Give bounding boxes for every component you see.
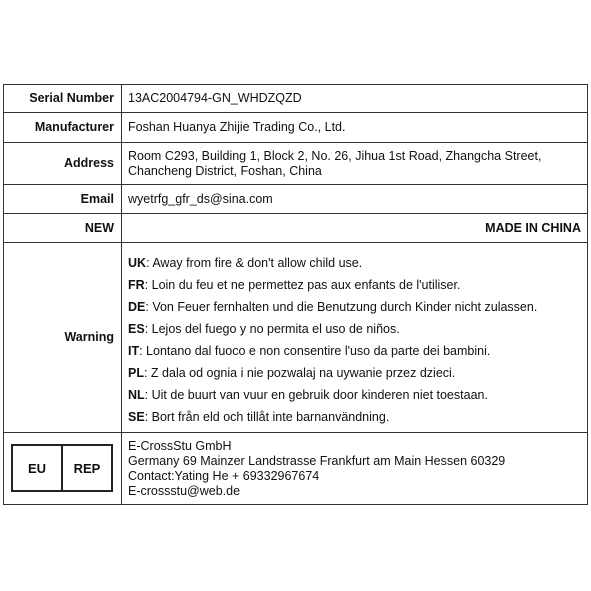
address-line-2: Chancheng District, Foshan, China: [128, 163, 322, 178]
address-label: Address: [4, 143, 122, 185]
eu-rep-company: E-CrossStu GmbH: [128, 438, 232, 453]
warning-text: : Von Feuer fernhalten und die Benutzung durch Kinder nicht zulassen.: [145, 299, 538, 314]
eu-badge-text: EU: [13, 446, 63, 490]
manufacturer-row: [4, 113, 588, 143]
eu-rep-address: Germany 69 Mainzer Landstrasse Frankfurt am Main Hessen 60329: [128, 453, 506, 468]
warning-text: : Loin du feu et ne permettez pas aux enfants de l'utiliser.: [144, 277, 461, 292]
warning-text: : Away from fire & don't allow child use.: [146, 255, 363, 270]
warning-row: [4, 243, 588, 433]
warning-item: [128, 406, 581, 428]
manufacturer-value: Foshan Huanya Zhijie Trading Co., Ltd.: [122, 113, 588, 143]
eu-rep-details: [122, 433, 588, 505]
eu-rep-badge-cell: [4, 433, 122, 505]
warning-item: [128, 274, 581, 296]
warning-list: [128, 244, 581, 432]
warning-label: Warning: [4, 243, 122, 433]
warning-item: [128, 384, 581, 406]
address-value: [122, 143, 588, 185]
warning-lang-code: UK: [128, 255, 147, 270]
warning-item: [128, 362, 581, 384]
serial-number-value: 13AC2004794-GN_WHDZQZD: [122, 85, 588, 113]
warning-lang-code: NL: [128, 387, 145, 402]
email-row: [4, 185, 588, 214]
warning-lang-code: FR: [128, 277, 145, 292]
warning-content: [122, 243, 588, 433]
warning-lang-code: SE: [128, 409, 145, 424]
eu-rep-contact: Contact:Yating He + 69332967674: [128, 468, 320, 483]
warning-lang-code: ES: [128, 321, 145, 336]
warning-lang-code: DE: [128, 299, 146, 314]
warning-lang-code: IT: [128, 343, 140, 358]
warning-text: : Z dala od ognia i nie pozwalaj na uywanie przez dzieci.: [143, 365, 456, 380]
product-label-table: [3, 84, 588, 505]
warning-item: [128, 252, 581, 274]
warning-item: [128, 318, 581, 340]
new-label: NEW: [4, 214, 122, 243]
rep-badge-text: REP: [73, 460, 101, 476]
email-value: wyetrfg_gfr_ds@sina.com: [122, 185, 588, 214]
warning-item: [128, 296, 581, 318]
eu-rep-badge: [11, 444, 113, 492]
address-row: [4, 143, 588, 185]
eu-rep-row: [4, 433, 588, 505]
address-line-1: Room C293, Building 1, Block 2, No. 26, Jihua 1st Road, Zhangcha Street,: [128, 148, 542, 163]
warning-item: [128, 340, 581, 362]
warning-text: : Uit de buurt van vuur en gebruik door kinderen niet toestaan.: [144, 387, 488, 402]
warning-text: : Lejos del fuego y no permita el uso de niños.: [144, 321, 400, 336]
serial-row: [4, 85, 588, 113]
warning-text: : Lontano dal fuoco e non consentire l'uso da parte dei bambini.: [139, 343, 491, 358]
warning-text: : Bort från eld och tillåt inte barnanvändning.: [144, 409, 390, 424]
warning-lang-code: PL: [128, 365, 144, 380]
manufacturer-label: Manufacturer: [4, 113, 122, 143]
new-row: [4, 214, 588, 243]
email-label: Email: [4, 185, 122, 214]
made-in-value: MADE IN CHINA: [122, 214, 588, 243]
serial-number-label: Serial Number: [4, 85, 122, 113]
eu-rep-email: E-crossstu@web.de: [128, 483, 241, 498]
